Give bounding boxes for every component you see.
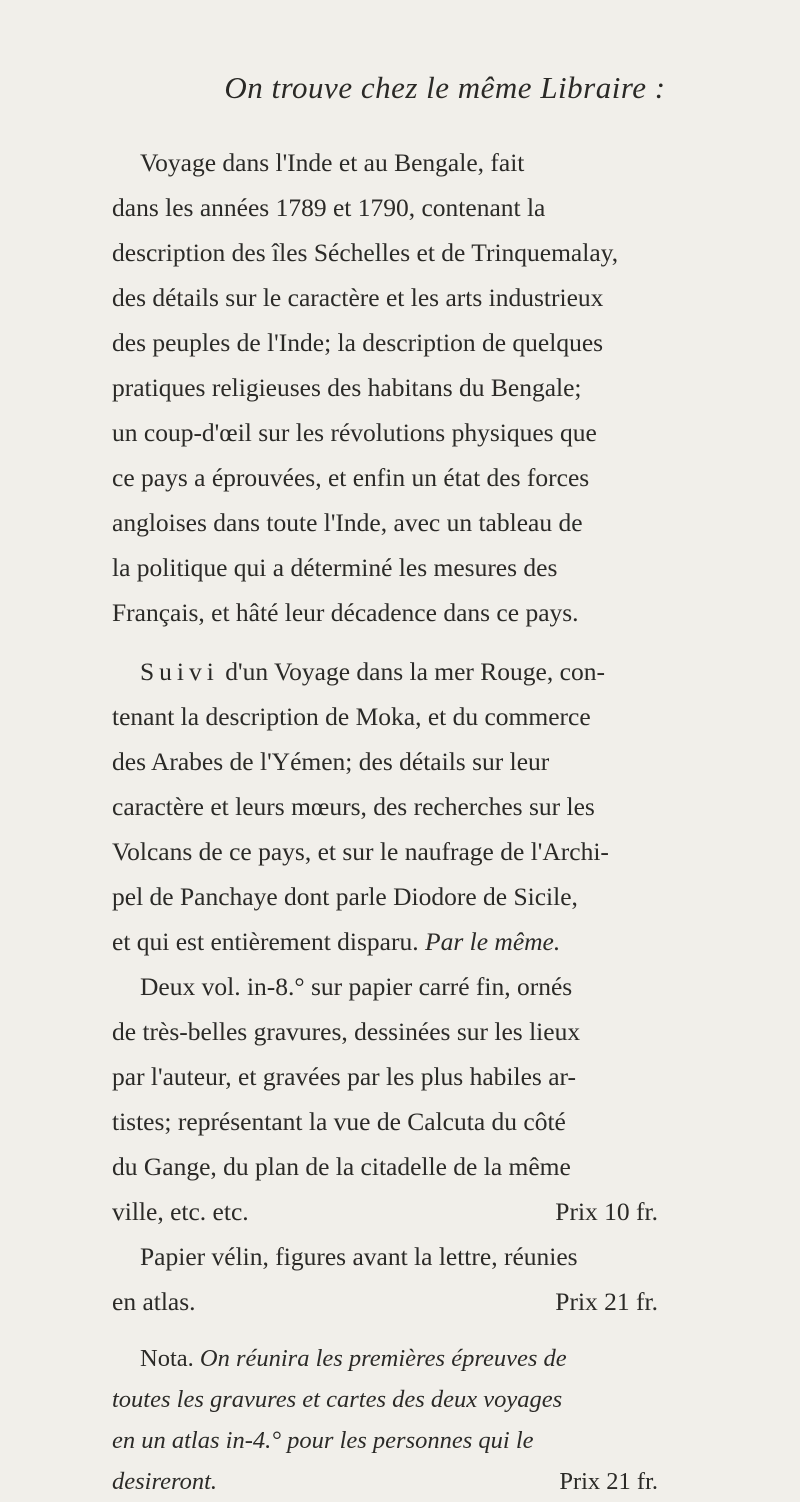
text-line [112, 185, 738, 230]
text-line-content: des Arabes de l'Yémen; des détails sur leur [112, 747, 550, 776]
text-line-content: en atlas. [112, 1287, 196, 1316]
text-line-content: angloises dans toute l'Inde, avec un tableau de [112, 508, 583, 537]
text-line [112, 1099, 738, 1144]
voyage-mer-rouge-paragraph [112, 649, 738, 964]
text-line [112, 1234, 738, 1279]
text-line [112, 500, 738, 545]
text-line [112, 784, 738, 829]
text-line-content: toutes les gravures et cartes des deux voyages [112, 1386, 563, 1413]
text-line [112, 964, 738, 1009]
price-label: Prix 10 fr. [555, 1197, 658, 1226]
velin-edition-paragraph [112, 1234, 738, 1324]
text-line-content: ce pays a éprouvées, et enfin un état des forces [112, 463, 590, 492]
text-line-content: des détails sur le caractère et les arts industrieux [112, 283, 604, 312]
voyage-inde-paragraph [112, 140, 738, 635]
price-line [112, 1461, 738, 1502]
text-fragment: d'un Voyage dans la mer Rouge, con- [218, 657, 605, 686]
edition-details-paragraph [112, 964, 738, 1234]
text-line-content: en un atlas in-4.° pour les personnes qui le [112, 1427, 534, 1454]
text-line-content: dans les années 1789 et 1790, contenant la [112, 193, 546, 222]
text-line-content: du Gange, du plan de la citadelle de la même [112, 1152, 571, 1181]
text-line-content [140, 649, 605, 694]
text-line-content [112, 919, 560, 964]
author-attribution: Par le même. [425, 927, 561, 956]
text-line [112, 140, 738, 185]
text-line-content: Deux vol. in-8.° sur papier carré fin, ornés [140, 972, 573, 1001]
text-line-content: pel de Panchaye dont parle Diodore de Sicile, [112, 882, 578, 911]
text-line [112, 694, 738, 739]
text-line [112, 919, 738, 964]
text-line [112, 455, 738, 500]
text-line [112, 649, 738, 694]
text-line-content: ville, etc. etc. [112, 1197, 249, 1226]
text-line [112, 874, 738, 919]
text-line [112, 1144, 738, 1189]
text-line [112, 410, 738, 455]
text-line [112, 365, 738, 410]
text-line [112, 1054, 738, 1099]
text-line-content: tistes; représentant la vue de Calcuta du côté [112, 1107, 566, 1136]
text-line-content: Voyage dans l'Inde et au Bengale, fait [140, 148, 525, 177]
text-line-content: Papier vélin, figures avant la lettre, réunies [140, 1242, 578, 1271]
price-label: Prix 21 fr. [559, 1468, 658, 1495]
text-fragment: On réunira les premières épreuves de [199, 1345, 567, 1372]
text-line-content: tenant la description de Moka, et du commerce [112, 702, 591, 731]
nota-label: Nota. [140, 1345, 194, 1372]
price-line [112, 1279, 738, 1324]
text-line-content: des peuples de l'Inde; la description de quelques [112, 328, 604, 357]
suivi-word: Suivi [140, 657, 219, 686]
text-fragment: et qui est entièrement disparu. [112, 927, 419, 956]
price-line [112, 1189, 738, 1234]
text-line [112, 829, 738, 874]
text-line [112, 739, 738, 784]
text-line-content: Volcans de ce pays, et sur le naufrage de l'Archi- [112, 837, 609, 866]
text-line-content: la politique qui a déterminé les mesures des [112, 553, 558, 582]
text-line-content: de très-belles gravures, dessinées sur les lieux [112, 1017, 581, 1046]
text-line-content: pratiques religieuses des habitans du Bengale; [112, 373, 582, 402]
text-line [112, 1420, 738, 1461]
text-line [112, 1009, 738, 1054]
text-line [112, 275, 738, 320]
text-line [112, 1338, 738, 1379]
text-line-content: un coup-d'œil sur les révolutions physiques que [112, 418, 597, 447]
text-line [112, 590, 738, 635]
price-label: Prix 21 fr. [555, 1287, 658, 1316]
spacer [112, 635, 738, 649]
nota-paragraph [112, 1338, 738, 1502]
text-line-content: par l'auteur, et gravées par les plus habiles ar- [112, 1062, 576, 1091]
page-heading: On trouve chez le même Libraire : [224, 70, 666, 105]
text-line-content: Français, et hâté leur décadence dans ce pays. [112, 598, 579, 627]
text-line [112, 545, 738, 590]
text-line-content [140, 1338, 567, 1379]
text-line-content: desireront. [112, 1468, 218, 1495]
text-line [112, 320, 738, 365]
text-line [112, 230, 738, 275]
text-line [112, 1379, 738, 1420]
text-line-content: description des îles Séchelles et de Trinquemalay, [112, 238, 619, 267]
spacer [112, 1324, 738, 1338]
text-line-content: caractère et leurs mœurs, des recherches sur les [112, 792, 595, 821]
